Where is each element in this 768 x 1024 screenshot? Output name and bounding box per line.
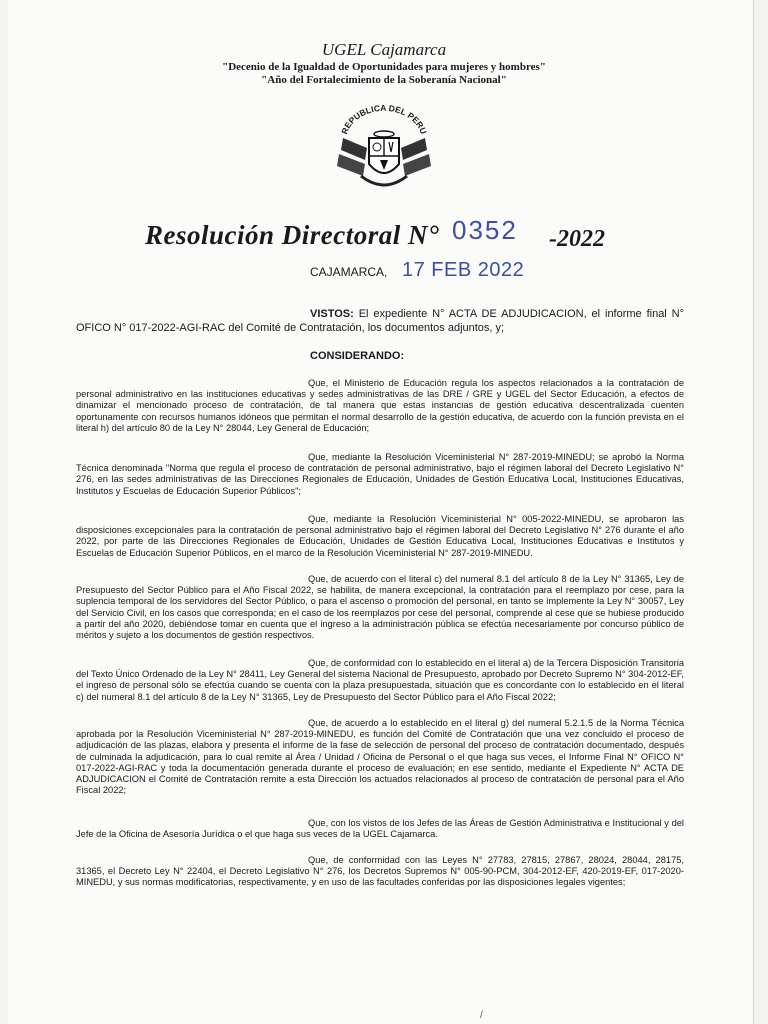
- paragraph-8: Que, de conformidad con las Leyes N° 27783, 27815, 27867, 28024, 28044, 28175, 31365, el Decreto Ley N° 22404, el Decreto Legislativo N° 276, los Decretos Supremos N° 005-90-PCM, 304-2012-EF, 420-2019-EF, 017-2020-MINEDU, y sus normas modificatorias, respectivamente, y en uso de las facultades conferidas por las disposiciones legales vigentes;: [76, 855, 684, 888]
- org-name: UGEL Cajamarca: [321, 40, 447, 59]
- place: CAJAMARCA,: [310, 265, 388, 279]
- resolution-year: -2022: [549, 226, 605, 252]
- considerando-heading: CONSIDERANDO:: [310, 350, 405, 362]
- seal-text: REPUBLICA DEL PERU: [339, 102, 429, 136]
- paragraph-1: Que, el Ministerio de Educación regula los aspectos relacionados a la contratación de personal administrativo en las instituciones educativas y sedes administrativas de las DRE / GRE y UGEL del Sector Educación, a efectos de dinamizar el mencionado proceso de contratación, de tal manera que estas instancias de gestión educativa descentralizada cuenten oportunamente con recursos humanos idóneos que permitan el normal desarrollo de la gestión educativa, de acuerdo con la función prevista en el literal h) del artículo 80 de la Ley N° 28044, Ley General de Educación;: [76, 378, 684, 433]
- paragraph-3: Que, mediante la Resolución Viceministerial N° 005-2022-MINEDU, se aprobaron las disposiciones excepcionales para la contratación de personal administrativo bajo el régimen laboral del Decreto Legislativo N° 276 durante el año 2022, por parte de las Direcciones Regionales de Educación, Unidades de Gestión Educativa Local, Instituciones Educativas e Institutos y Escuelas de Educación Superior Públicos, en el marco de la Resolución Viceministerial N° 287-2019-MINEDU.: [76, 514, 684, 558]
- resolution-number: 0352: [452, 215, 518, 245]
- paragraph-7: Que, con los vistos de los Jefes de las Áreas de Gestión Administrativa e Institucional y del Jefe de la Oficina de Asesoría Jurídica o el que haga sus veces de la UGEL Cajamarca.: [76, 818, 684, 840]
- motto-decade: "Decenio de la Igualdad de Oportunidades para mujeres y hombres": [222, 61, 546, 73]
- national-seal: [325, 98, 443, 196]
- vistos-text: El expediente N° ACTA DE ADJUDICACION, el informe final N° OFICO N° 017-2022-AGI-RAC del Comité de Contratación, los documentos adjuntos, y;: [76, 308, 684, 334]
- paragraph-4: Que, de acuerdo con el literal c) del numeral 8.1 del artículo 8 de la Ley N° 31365, Ley de Presupuesto del Sector Público para el Año Fiscal 2022, se habilita, de manera excepcional, la contratación para el reemplazo por cese, para la suplencia temporal de los servidores del Sector Público, o para el ascenso o promoción del personal, en tanto se implemente la Ley N° 30057, Ley del Servicio Civil, en los casos que corresponda; en el caso de los reemplazos por cese del personal, comprende al cese que se hubiese producido a partir del año 2020, debiéndose tomar en cuenta que el ingreso a la administración pública se efectúa necesariamente por concurso público de méritos y sujeto a los documentos de gestión respectivos.: [76, 574, 684, 641]
- paragraph-6: Que, de acuerdo a lo establecido en el literal g) del numeral 5.2.1.5 de la Norma Técnica aprobada por la Resolución Viceministerial N° 287-2019-MINEDU, es función del Comité de Contratación que una vez concluido el proceso de adjudicación de las plazas, elabora y presenta el informe de la fase de selección de personal del proceso de contratación documentado, después de culminada la adjudicación, para lo cual remite al Área / Unidad / Oficina de Personal o el que haga sus veces, el Informe Final N° OFICO N° 017-2022-AGI-RAC y toda la documentación generada durante el proceso de evaluación; en ese sentido, mediante el Expediente N° ACTA DE ADJUDICACION el Comité de Contratación remite a esta Dirección los actuados relacionados al proceso de contratación de personal para el Año Fiscal 2022;: [76, 718, 684, 796]
- coat-of-arms-icon: [325, 98, 443, 196]
- vistos-section: [76, 307, 684, 335]
- paragraph-2: Que, mediante la Resolución Viceministerial N° 287-2019-MINEDU; se aprobó la Norma Técnica denominada "Norma que regula el proceso de contratación de personal administrativo, bajo el régimen laboral del Decreto Legislativo N° 276, en las sedes administrativas de las Direcciones Regionales de Educación, Unidades de Gestión Educativa Local, Instituciones Educativas, Institutos y Escuelas de Educación Superior Públicos";: [76, 452, 684, 496]
- resolution-title: Resolución Directoral N°: [145, 220, 440, 250]
- stray-mark: /: [480, 1010, 483, 1021]
- vistos-label: VISTOS:: [310, 308, 354, 320]
- motto-year: "Año del Fortalecimiento de la Soberanía Nacional": [261, 74, 507, 86]
- paragraph-5: Que, de conformidad con lo establecido en el literal a) de la Tercera Disposición Transitoria del Texto Único Ordenado de la Ley N° 28411, Ley General del sistema Nacional de Presupuesto, aprobado por Decreto Supremo N° 304-2012-EF, el ingreso de personal sólo se efectúa cuando se cuenta con la plaza presupuestada, situación que es concordante con lo establecido en el literal c) del numeral 8.1 del artículo 8 de la Ley N° 31365, Ley de Presupuesto del Sector Público para el Año Fiscal 2022;: [76, 658, 684, 702]
- date-stamp: 17 FEB 2022: [402, 259, 525, 281]
